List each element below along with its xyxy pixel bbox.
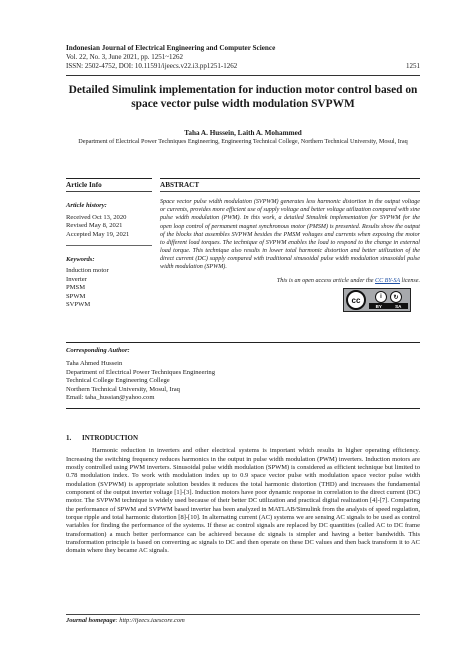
corresponding-email: Email: taha_hussian@yahoo.com (66, 394, 155, 402)
license-suffix: license. (400, 277, 420, 284)
header-divider (66, 75, 420, 76)
abstract-text: Space vector pulse width modulation (SVPWM) generates less harmonic distortion in the output voltage or currents, provides more efficient use of supply voltage and better voltage utilization compared with sine pulse width modulation (PWM). In this work, a detailed Simulink implementation for SVPWM for the open loop control of permanent magnet synchronous motor (PMSM) is presented. Results show the output of the blocks that assembles SVPWM besides the PMSM voltages and currents when exposing the motor to different load torques. The technique of SVPWM enables the load to respond to the change in external load torque. This technique also results in lower total harmonic distortion and better utilization of the direct current (DC) supply compared with traditional sinusoidal pulse width modulation sinusoidal pulse width modulation (SPWM). (160, 199, 420, 271)
attribution-icon: i (375, 291, 387, 303)
abstract-heading: ABSTRACT (160, 178, 420, 192)
article-info-column (66, 178, 152, 309)
keywords-label: Keywords: (66, 256, 95, 264)
abstract-column (160, 178, 420, 285)
license-statement (160, 277, 420, 285)
issn-row (66, 62, 420, 71)
volume-info: Vol. 22, No. 3, June 2021, pp. 1251~1262 (66, 53, 184, 61)
corresponding-college: Technical College Engineering College (66, 377, 170, 385)
page-footer (66, 614, 420, 624)
introduction-section (66, 434, 420, 556)
keyword-item: SVPWM (66, 301, 91, 309)
homepage-label: Journal homepage (66, 617, 116, 624)
journal-header (66, 44, 420, 71)
corresponding-bottom-rule (66, 408, 420, 409)
journal-name: Indonesian Journal of Electrical Engineering and Computer Science (66, 44, 276, 52)
info-divider (66, 245, 152, 246)
license-prefix: This is an open access article under the (276, 277, 376, 284)
cc-icon-row (369, 291, 408, 303)
section-number: 1. (66, 434, 72, 442)
article-info-heading: Article Info (66, 178, 152, 192)
paper-authors: Taha A. Hussein, Laith A. Mohammed (184, 129, 302, 137)
corresponding-author-block (66, 342, 420, 409)
page-number: 1251 (406, 62, 420, 70)
keyword-item: PMSM (66, 284, 86, 292)
author-affiliation: Department of Electrical Power Techniques Engineering, Engineering Technical College, Northern Technical University, Mosul, Iraq (78, 138, 408, 145)
sa-label: SA (395, 303, 402, 309)
section-title: INTRODUCTION (82, 434, 139, 442)
keyword-item: Inverter (66, 275, 87, 283)
corresponding-top-rule (66, 342, 420, 343)
accepted-date: Accepted May 19, 2021 (66, 230, 130, 238)
keywords-list (66, 267, 152, 309)
introduction-paragraph: Harmonic reduction in inverters and other electrical systems is important which results in higher operating efficiency. Increasing the switching frequency reduces harmonics in the output in pulse width modulation (PWM) inverters. Induction motors are mostly controlled using PWM inverters. Sinusoidal pulse width modulation (SPWM) is considered as efficient technique but limited to 0.78 modulation index. To work with modulation index up to 0.9 space vector pulse with modulation space vector pulse width modulation (SVPWM) is appropriate solution besides it reduces the total harmonic distortion (THD) and increases the fundamental component of the output inverter voltage [1]-[3]. Induction motors have poor dynamic response in correlation to the direct current (DC) motor. The SVPWM technique is widely used because of their better DC utilization and practical digital realization [4]-[7]. Comparing the performance of SPWM and SVPWM based inverter has been analyzed in MATLAB/Simulink from the analysis of speed regulation, torque ripple and total harmonic distortion [8]-[10]. In alternating current (AC) systems we are sensing AC signals to be used as control variables for finding the performance of the systems. If these ac control signals are replaced by DC quantities (called AC to DC frame transformation) a much better performance can be achieved because dc signals is simpler and having a better bandwidth. This transformation principle is based on converting ac signals to DC and then operate on these DC values and then back transform it to AC domain where they became AC signals. (66, 447, 420, 555)
corresponding-university: Northern Technical University, Mosul, Iraq (66, 385, 180, 393)
issn-doi: ISSN: 2502-4752, DOI: 10.11591/ijeecs.v22.i3.pp1251-1262 (66, 62, 238, 70)
introduction-heading (66, 434, 420, 442)
article-dates (66, 214, 152, 239)
paper-title: Detailed Simulink implementation for induction motor control based on space vector pulse width modulation SVPWM (68, 84, 418, 110)
keyword-item: Induction motor (66, 267, 109, 275)
keyword-item: SPWM (66, 292, 86, 300)
received-date: Received Oct 13, 2020 (66, 213, 127, 221)
license-link[interactable]: CC BY-SA (375, 277, 401, 284)
cc-license-badge[interactable] (343, 288, 411, 312)
cc-badge-right (369, 291, 408, 309)
corresponding-department: Department of Electrical Power Techniques Engineering (66, 368, 216, 376)
homepage-url[interactable]: : http://ijeecs.iaescore.com (115, 617, 185, 624)
corresponding-name: Taha Ahmed Hussein (66, 360, 123, 368)
cc-icon: cc (346, 290, 366, 310)
article-history-label: Article history: (66, 202, 107, 210)
share-alike-icon: ↻ (390, 291, 402, 303)
by-label: BY (375, 303, 382, 309)
revised-date: Revised May 8, 2021 (66, 222, 123, 230)
corresponding-heading: Corresponding Author: (66, 347, 130, 354)
cc-badge-bar (369, 303, 408, 309)
